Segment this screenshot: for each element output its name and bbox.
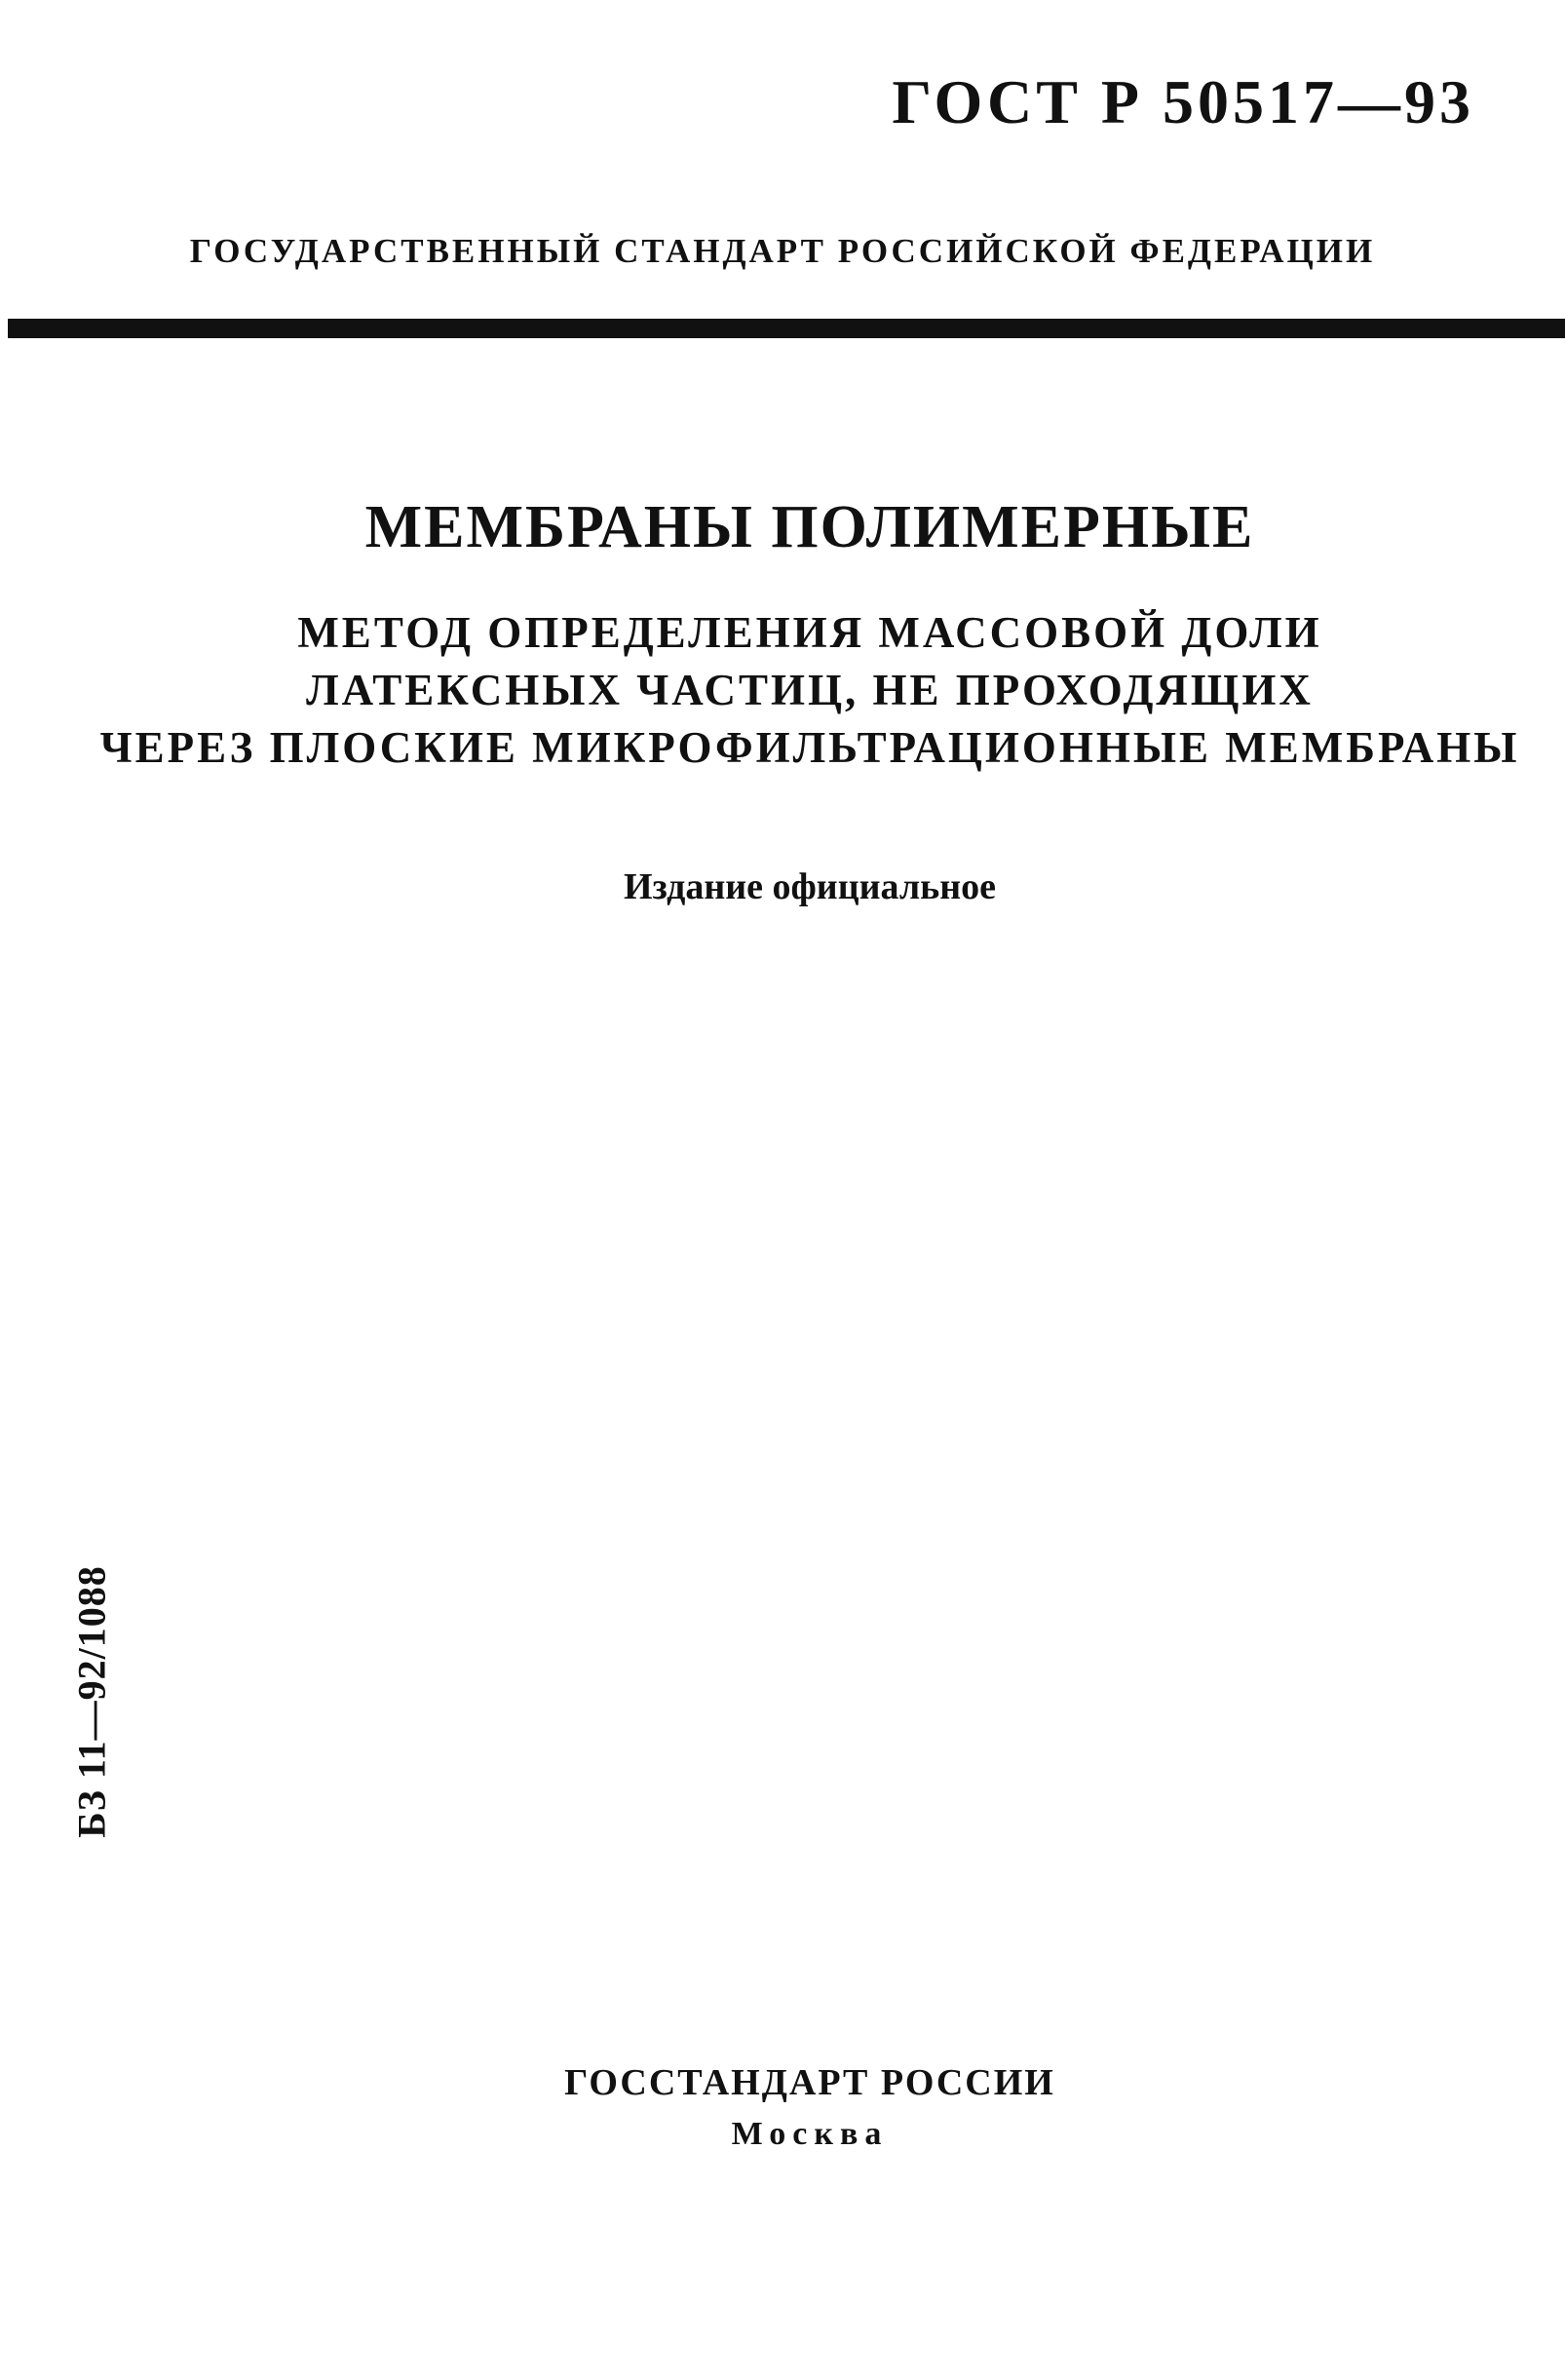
subtitle-line: ЛАТЕКСНЫХ ЧАСТИЦ, НЕ ПРОХОДЯЩИХ [306, 666, 1314, 714]
subtitle-line: МЕТОД ОПРЕДЕЛЕНИЯ МАССОВОЙ ДОЛИ [297, 608, 1322, 657]
document-number: ГОСТ Р 50517—93 [892, 67, 1474, 136]
state-standard-heading: ГОСУДАРСТВЕННЫЙ СТАНДАРТ РОССИЙСКОЙ ФЕДЕРАЦИИ [189, 232, 1376, 270]
main-title: МЕМБРАНЫ ПОЛИМЕРНЫЕ [364, 494, 1255, 560]
header-rule [8, 319, 1565, 338]
side-code: БЗ 11—92/1088 [69, 1565, 114, 1838]
subtitle [0, 604, 1565, 777]
edition-label: Издание официальное [623, 866, 996, 907]
publisher: ГОССТАНДАРТ РОССИИ [564, 2062, 1055, 2103]
subtitle-line: ЧЕРЕЗ ПЛОСКИЕ МИКРОФИЛЬТРАЦИОННЫЕ МЕМБРАНЫ [99, 723, 1520, 772]
publication-city: Москва [731, 2116, 889, 2152]
